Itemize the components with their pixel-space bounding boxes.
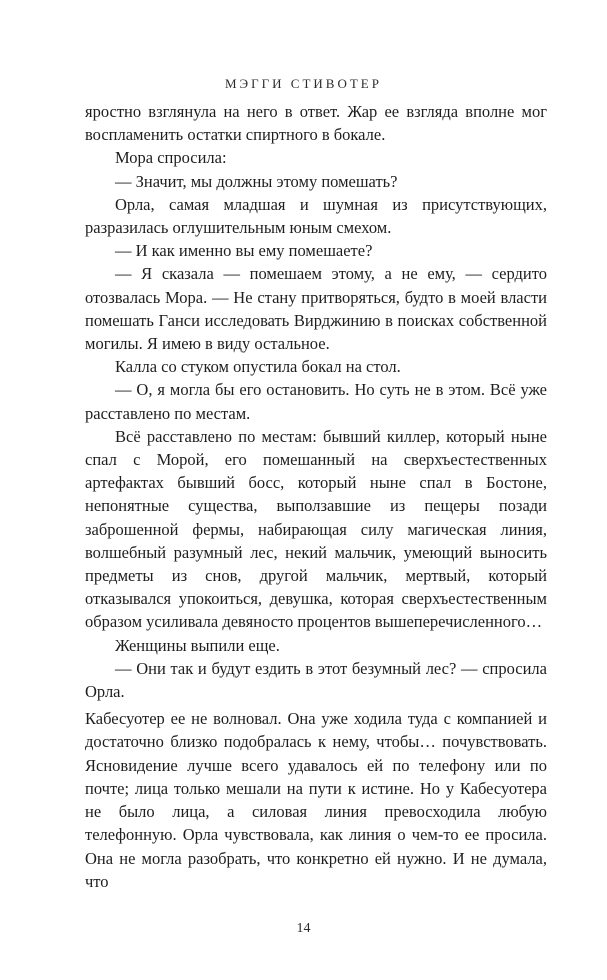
paragraph: Женщины выпили еще. xyxy=(115,635,280,655)
page-number: 14 xyxy=(296,921,311,936)
paragraph: — Значит, мы должны этому помешать? xyxy=(115,171,398,191)
paragraph: Мора спросила: xyxy=(115,148,227,168)
paragraph: яростно взглянула на него в ответ. Жар ее взгляда вполне мог воспламенить остатки спиртного в бокале. xyxy=(85,102,547,145)
paragraph: — И как именно вы ему помешаете? xyxy=(115,241,373,261)
paragraph: Кабесуотер ее не волновал. Она уже ходила туда с компанией и достаточно близко подобралась к нему, чтобы… почувствовать. Ясновидение лучше всего удавалось ей по телефону или по почте; лица только мешали на пути к истине. Но у Кабесуотера не было лица, а силовая линия превосходила любую телефонную. Орла чувствовала, как линия о чем-то ее просила. Она не могла разобрать, что конкретно ей нужно. И не думала, что xyxy=(85,709,547,891)
paragraph: — Они так и будут ездить в этот безумный лес? — спросила Орла. xyxy=(85,658,547,702)
paragraph: Калла со стуком опустила бокал на стол. xyxy=(115,357,401,377)
paragraph: Всё расставлено по местам: бывший киллер, который ныне спал с Морой, его помешанный на сверхъестественных артефактах бывший босс, который ныне спал в Бостоне, непонятные существа, выползавшие из пещеры позади заброшенной фермы, набирающая силу магическая линия, волшебный разумный лес, некий мальчик, умеющий выносить предметы из снов, другой мальчик, мертвый, который отказывался упокоиться, девушка, которая сверхъестественным образом усиливала девяносто процентов вышеперечисленного… xyxy=(85,426,547,632)
running-header: МЭГГИ СТИВОТЕР xyxy=(225,76,382,91)
paragraph: — О, я могла бы его остановить. Но суть не в этом. Всё уже расставлено по местам. xyxy=(85,380,547,423)
paragraph: Орла, самая младшая и шумная из присутствующих, разразилась оглушительным юным смехом. xyxy=(85,194,547,238)
page-body xyxy=(85,100,547,893)
paragraph: — Я сказала — помешаем этому, а не ему, — сердито отозвалась Мора. — Не стану притворяться, будто в моей власти помешать Ганси исследовать Вирджинию в поисках собственной могилы. Я имею в виду остальное. xyxy=(85,264,547,354)
